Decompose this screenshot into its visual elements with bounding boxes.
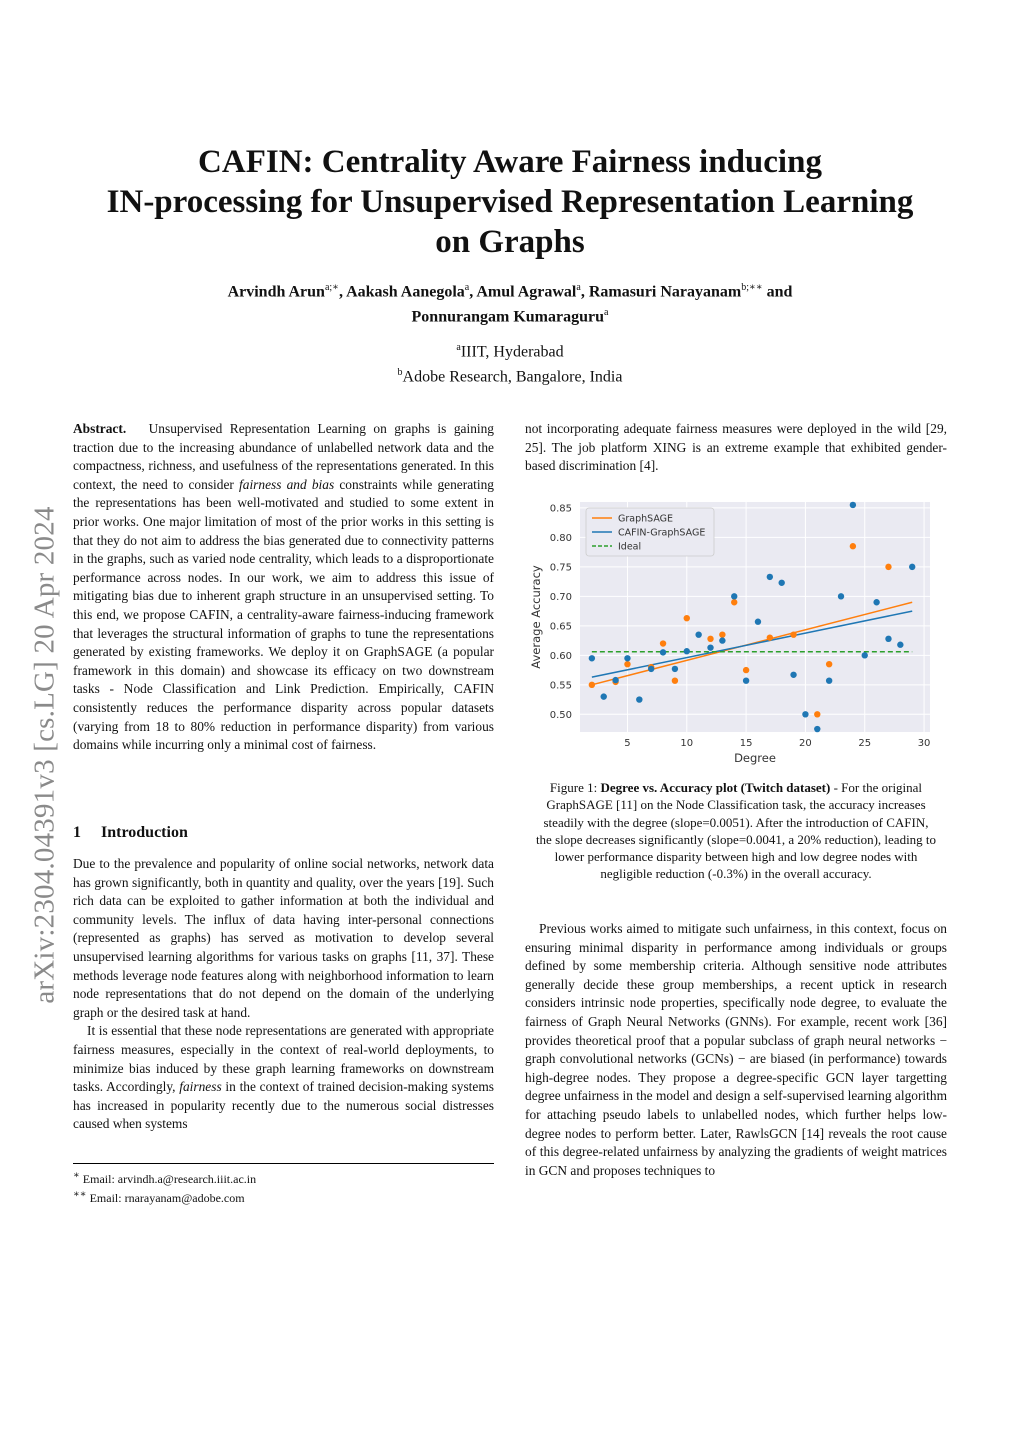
legend-ideal-label: Ideal (618, 541, 642, 553)
paragraph (73, 1022, 494, 1134)
cafin-data-point (850, 502, 856, 508)
cafin-data-point (862, 652, 868, 658)
section-title: Introduction (101, 824, 188, 841)
graphsage-data-point (660, 640, 666, 646)
y-tick-label: 0.70 (549, 591, 572, 603)
cafin-data-point (909, 564, 915, 570)
graphsage-data-point (707, 636, 713, 642)
cafin-data-point (826, 677, 832, 683)
right-column-intro (525, 420, 947, 476)
footnote-text: Email: rnarayanam@adobe.com (89, 1191, 245, 1205)
x-tick-label: 10 (680, 738, 694, 749)
graphsage-data-point (826, 661, 832, 667)
graphsage-data-point (850, 543, 856, 549)
cafin-data-point (885, 636, 891, 642)
abstract-label: Abstract. (73, 421, 127, 436)
cafin-data-point (624, 655, 630, 661)
cafin-data-point (684, 648, 690, 654)
cafin-data-point (707, 644, 713, 650)
section-heading (73, 824, 494, 843)
abstract-text: constraints while generating the representations has been well-motivated and studied to some extent in prior works. One major limitation of most of the prior works in this setting is that they do not aim to address the bias generated due to connectivity patterns in the graphs, such as varied node centrality, which leads to a disproportionate performance across nodes. In our work, we aim to address this issue of mitigating bias due to inherent graph structure in an unsupervised setting. To this end, we propose CAFIN, a centrality-aware fairness-inducing framework that leverages the structural information of graphs to tune the representations generated by existing frameworks. We deploy it on GraphSAGE (a popular framework in this domain) and showcase its efficacy on two downstream tasks - Node Classification and Link Prediction. Empirically, CAFIN consistently reduces the performance disparity across popular datasets (varying from 18 to 80% reduction in performance disparity) from various domains while incurring only a minimal cost of fairness. (73, 476, 494, 753)
cafin-data-point (838, 593, 844, 599)
figure-caption (535, 779, 937, 883)
paragraph-text: It is essential that these node representations are generated with appropriate fairness measures, especially in the context of real-world deployments, to minimize bias induced by these graph learning frameworks on downstream tasks. Accordingly, (73, 1023, 494, 1095)
paragraph-text: not incorporating adequate fairness measures were deployed in the wild [29, 25]. The job platform XING is an extreme example that exhibited gender-based discrimination [4]. (525, 421, 947, 474)
graphsage-data-point (743, 667, 749, 673)
footnotes (73, 1168, 494, 1206)
author-name: Ramasuri Narayanam (588, 283, 742, 301)
arxiv-stamp (10, 450, 80, 1060)
x-tick-label: 30 (917, 738, 931, 749)
author-name: Arvindh Arun (227, 283, 325, 301)
cafin-data-point (814, 726, 820, 732)
caption-title: Degree vs. Accuracy plot (Twitch dataset) (600, 780, 831, 795)
author-affil-mark: a;∗ (324, 282, 339, 293)
introduction-body (73, 855, 494, 1134)
cafin-data-point (897, 642, 903, 648)
paragraph-text: in the context of trained decision-making systems has increased in popularity recently due to the numerous social distresses caused when systems (73, 1079, 494, 1132)
cafin-data-point (790, 672, 796, 678)
title-line-2: IN-processing for Unsupervised Representation Learning (106, 184, 914, 220)
graphsage-data-point (885, 564, 891, 570)
affiliations (200, 337, 820, 388)
graphsage-data-point (731, 599, 737, 605)
footnote-text: Email: arvindh.a@research.iiit.ac.in (82, 1172, 257, 1186)
cafin-data-point (743, 677, 749, 683)
cafin-data-point (778, 580, 784, 586)
graphsage-data-point (767, 634, 773, 640)
footnote-mark: ∗∗ (73, 1189, 87, 1200)
x-tick-label: 5 (624, 738, 631, 749)
cafin-data-point (873, 599, 879, 605)
y-tick-label: 0.65 (549, 621, 572, 633)
cafin-data-point (767, 574, 773, 580)
title-line-3: on Graphs (435, 224, 585, 260)
cafin-data-point (755, 619, 761, 625)
author-affil-mark: a (576, 282, 581, 293)
author-affil-mark: b;∗∗ (741, 282, 763, 293)
x-axis-label: Degree (734, 751, 776, 765)
author-affil-mark: a (604, 307, 609, 319)
paragraph: Previous works aimed to mitigate such unfairness, in this context, focus on ensuring minimal disparity in performance among individuals or groups defined by some membership criteria. Although sensitive node attributes generally decide these group memberships, a recent uptick in research considers intrinsic node properties, specifically node degree, to evaluate the fairness of Graph Neural Networks (GNNs). For example, recent work [36] provides theoretical proof that a popular subclass of graph neural networks − graph convolutional networks (GCNs) − are biased (in performance) towards high-degree nodes. They propose a degree-specific GCN layer targetting degree unfairness in the model and design a self-supervised learning algorithm for attaching pseudo labels to unlabelled nodes, which further helps low-degree nodes to perform better. Later, RawlsGCN [14] reveals the root cause of this degree-related unfairness by analyzing the gradients of weight matrices in GCN and proposes techniques to (525, 921, 947, 1178)
graphsage-data-point (672, 677, 678, 683)
graphsage-data-point (719, 631, 725, 637)
author-list: Arvindh Arun$^{a;∗}$, Aakash Aanegola$^a$, Amul Agrawal$^a$, Ramasuri Narayanam$^{b;∗∗}$ and Ponnurangam Kumaraguru$^a$ (227, 282, 793, 326)
abstract (73, 420, 494, 755)
author-name: Aakash Aanegola (346, 283, 465, 301)
caption-label: Figure 1: (549, 780, 598, 795)
x-tick-label: 15 (739, 738, 753, 749)
graphsage-data-point (589, 682, 595, 688)
cafin-data-point (589, 655, 595, 661)
x-tick-label: 20 (799, 738, 812, 749)
author-name: Amul Agrawal (476, 283, 577, 301)
cafin-data-point (648, 666, 654, 672)
graphsage-data-point (684, 615, 690, 621)
caption-text: - For the original GraphSAGE [11] on the Node Classification task, the accuracy increases steadily with the degree (slope=0.0051). After the introduction of CAFIN, the slope decreases significantly (slope=0.0041, a 20% reduction), leading to lower performance disparity between high and low degree nodes with negligible reduction (-0.3%) in the overall accuracy. (535, 780, 937, 882)
cafin-data-point (612, 677, 618, 683)
legend-graphsage-label: GraphSAGE (618, 513, 674, 525)
cafin-data-point (719, 637, 725, 643)
paragraph-emphasis: fairness (179, 1079, 222, 1095)
y-tick-label: 0.60 (549, 650, 572, 662)
abstract-emphasis: fairness and bias (239, 476, 335, 492)
y-tick-label: 0.85 (549, 503, 572, 515)
cafin-data-point (601, 693, 607, 699)
footnote-rule (73, 1163, 494, 1164)
author-affil-mark: a (464, 282, 470, 293)
y-tick-label: 0.80 (549, 532, 572, 544)
affil-mark: a (456, 342, 461, 353)
cafin-data-point (695, 631, 701, 637)
graphsage-data-point (790, 631, 796, 637)
author-name: Ponnurangam Kumaraguru (411, 308, 604, 326)
graphsage-data-point (814, 711, 820, 717)
cafin-data-point (672, 666, 678, 672)
legend-cafin-label: CAFIN-GraphSAGE (618, 527, 706, 539)
footnote-mark: ∗ (73, 1170, 80, 1181)
arxiv-stamp-text: arXiv:2304.04391v3 [cs.LG] 20 Apr 2024 (28, 506, 61, 1004)
cafin-data-point (731, 593, 737, 599)
affiliation: Adobe Research, Bangalore, India (402, 368, 623, 386)
affil-mark: b (397, 367, 403, 379)
section-number: 1 (73, 824, 81, 841)
title-line-1: CAFIN: Centrality Aware Fairness inducing (198, 144, 822, 180)
cafin-data-point (660, 649, 666, 655)
y-tick-label: 0.50 (549, 709, 572, 721)
graphsage-data-point (624, 661, 630, 667)
right-column-body (525, 920, 947, 1180)
paragraph: Due to the prevalence and popularity of online social networks, network data has grown significantly, both in quantity and quality, over the years [19]. Such rich data can be exploited to gather information at both the individual and community levels. The influx of data having inter-personal connections (represented as graphs) has served as motivation to develop several unsupervised learning algorithms for various tasks on graphs [11, 37]. These methods leverage node features along with neighborhood information to learn node representations that do not depend on the domain of the underlying graph or the desired task at hand. (73, 856, 494, 1020)
degree-accuracy-chart (524, 494, 944, 766)
author-conjunction: and (766, 283, 793, 301)
cafin-data-point (636, 696, 642, 702)
y-tick-label: 0.75 (549, 562, 572, 574)
affiliation: IIIT, Hyderabad (460, 343, 564, 361)
paper-title (60, 142, 960, 262)
y-axis-label: Average Accuracy (529, 565, 543, 669)
y-tick-label: 0.55 (549, 680, 572, 692)
x-tick-label: 25 (858, 738, 872, 749)
cafin-data-point (802, 711, 808, 717)
abstract-text: Unsupervised Representation Learning on graphs is gaining traction due to the increasing abundance of unlabelled network data and the compactness, richness, and usefulness of the representations generated. In this context, the need to consider (73, 421, 495, 492)
